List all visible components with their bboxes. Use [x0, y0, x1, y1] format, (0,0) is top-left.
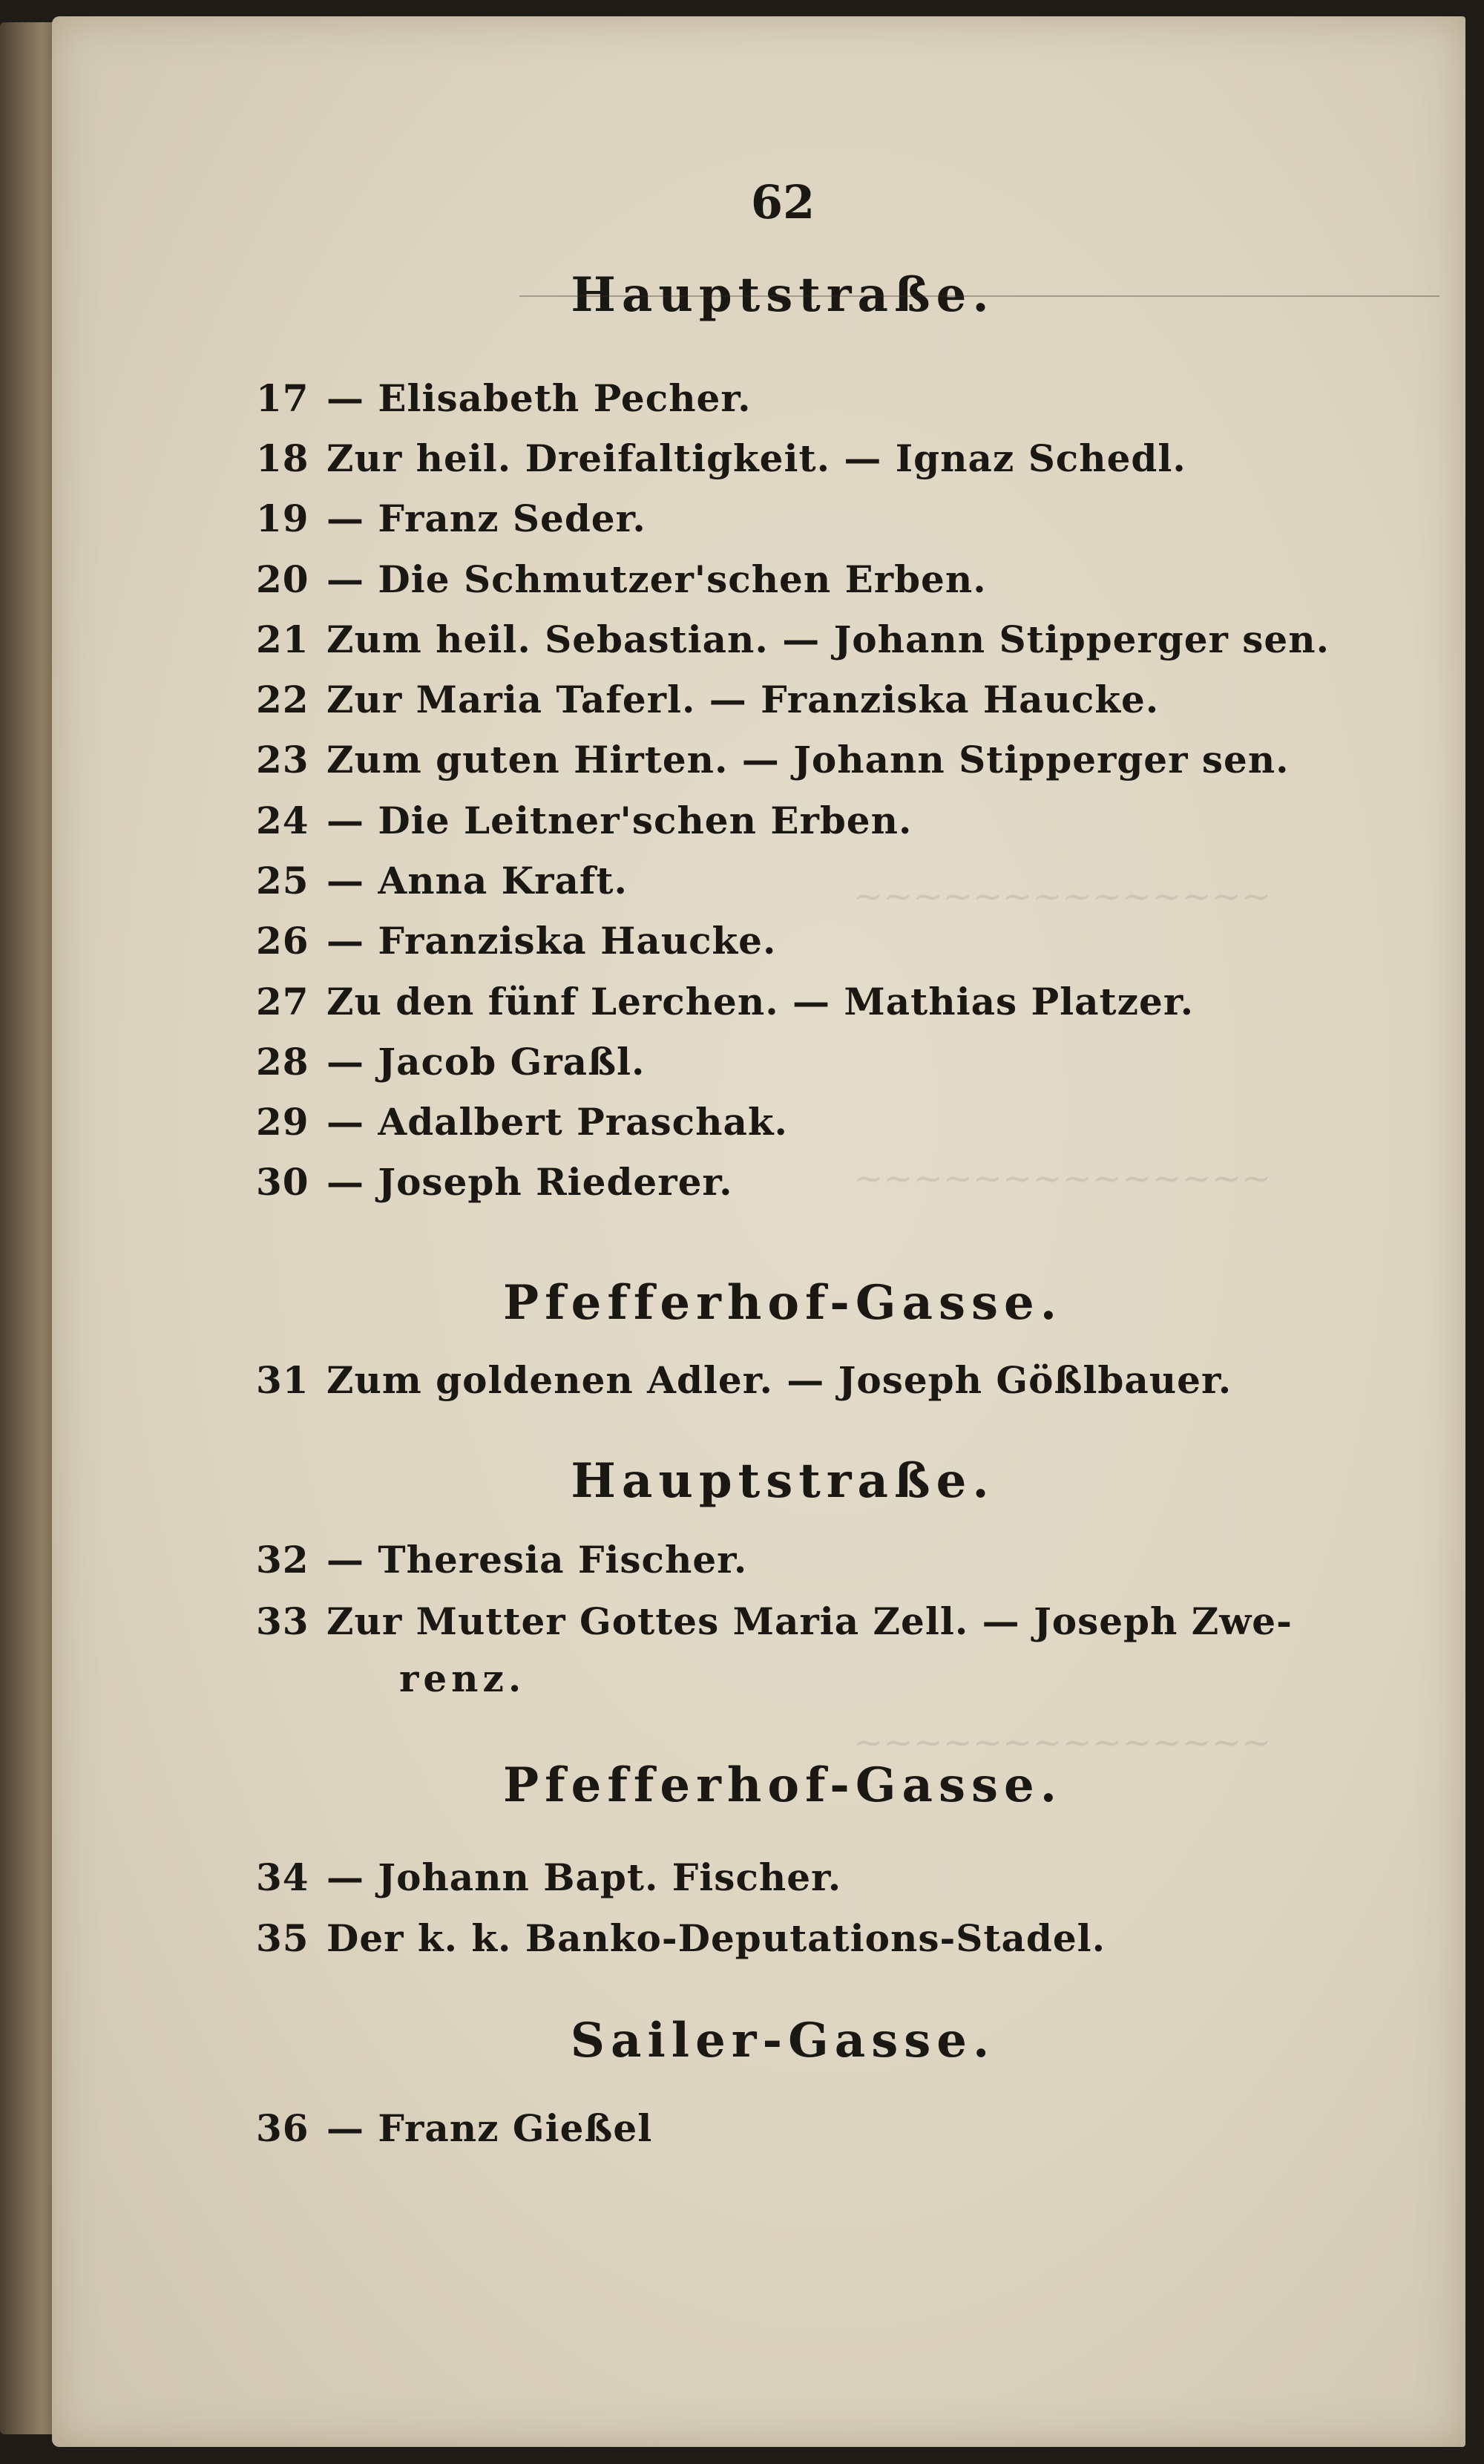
address-entry — [256, 617, 1443, 677]
section-heading-hauptstrasse-1: Hauptstraße. — [571, 267, 995, 323]
house-number: 32 — [256, 1538, 309, 1582]
house-number: 23 — [256, 738, 309, 782]
address-entry — [256, 919, 1443, 978]
entry-text: Zum heil. Sebastian. — Johann Stipperger sen. — [326, 617, 1330, 661]
entry-text: Zur Maria Taferl. — Franziska Haucke. — [326, 678, 1160, 721]
entry-text: — Joseph Riederer. — [326, 1160, 733, 1204]
house-number: 21 — [256, 617, 309, 661]
house-number: 27 — [256, 980, 309, 1023]
house-number: 30 — [256, 1160, 309, 1204]
house-number: 18 — [256, 436, 309, 480]
entry-text: — Jacob Graßl. — [326, 1040, 646, 1084]
address-entry — [256, 1040, 1443, 1099]
entry-continuation: renz. — [399, 1657, 526, 1700]
heading-rule — [519, 295, 1439, 297]
house-number: 22 — [256, 678, 309, 721]
entry-text: — Adalbert Praschak. — [326, 1100, 788, 1144]
bleed-through-mark: ~~~~~~~~~~~~~~ — [853, 1158, 1272, 1199]
address-entry — [256, 1538, 1443, 1597]
section-heading-pfefferhof-gasse-2: Pfefferhof-Gasse. — [502, 1757, 1063, 1813]
address-entry — [256, 1100, 1443, 1159]
address-entry — [256, 980, 1443, 1039]
house-number: 25 — [256, 859, 309, 902]
address-entry — [256, 376, 1443, 436]
entry-text: Zur heil. Dreifaltigkeit. — Ignaz Schedl. — [326, 436, 1186, 480]
address-entry — [256, 1358, 1443, 1418]
house-number: 26 — [256, 919, 309, 963]
address-entry — [256, 1916, 1443, 1976]
entry-text: — Theresia Fischer. — [326, 1538, 748, 1582]
address-entry — [256, 557, 1443, 617]
entry-text: Zum goldenen Adler. — Joseph Gößlbauer. — [326, 1358, 1232, 1402]
address-entry — [256, 859, 1443, 918]
house-number: 24 — [256, 799, 309, 842]
entry-text: — Franz Seder. — [326, 497, 646, 540]
entry-text: — Die Schmutzer'schen Erben. — [326, 557, 987, 601]
address-entry — [256, 799, 1443, 858]
entry-text: — Elisabeth Pecher. — [326, 376, 752, 420]
entry-text: — Anna Kraft. — [326, 859, 628, 902]
bleed-through-mark: ~~~~~~~~~~~~~~ — [853, 1722, 1272, 1763]
entry-text: — Johann Bapt. Fischer. — [326, 1855, 842, 1899]
address-entry — [256, 738, 1443, 797]
page-number: 62 — [750, 175, 815, 229]
house-number: 29 — [256, 1100, 309, 1144]
house-number: 17 — [256, 376, 309, 420]
house-number: 33 — [256, 1599, 309, 1643]
address-entry — [256, 1855, 1443, 1915]
house-number: 31 — [256, 1358, 309, 1402]
address-entry — [256, 1160, 1443, 1219]
entry-text: — Franz Gießel — [326, 2106, 653, 2150]
section-heading-sailer-gasse: Sailer-Gasse. — [570, 2013, 996, 2068]
bleed-through-mark: ~~~~~~~~~~~~~~ — [853, 876, 1272, 917]
house-number: 34 — [256, 1855, 309, 1899]
address-entry — [256, 1599, 1443, 1659]
address-entry — [256, 436, 1443, 496]
entry-text: Der k. k. Banko-Deputations-Stadel. — [326, 1916, 1106, 1960]
address-entry — [256, 2106, 1443, 2166]
entry-text: — Franziska Haucke. — [326, 919, 777, 963]
entry-text: — Die Leitner'schen Erben. — [326, 799, 913, 842]
entry-text: Zu den fünf Lerchen. — Mathias Platzer. — [326, 980, 1195, 1023]
house-number: 19 — [256, 497, 309, 540]
house-number: 28 — [256, 1040, 309, 1084]
house-number: 35 — [256, 1916, 309, 1960]
entry-text: Zur Mutter Gottes Maria Zell. — Joseph Zwe- — [326, 1599, 1293, 1643]
section-heading-pfefferhof-gasse-1: Pfefferhof-Gasse. — [502, 1275, 1063, 1331]
entry-text: Zum guten Hirten. — Johann Stipperger sen. — [326, 738, 1290, 782]
address-entry — [256, 497, 1443, 556]
section-heading-hauptstrasse-2: Hauptstraße. — [571, 1453, 995, 1509]
house-number: 20 — [256, 557, 309, 601]
address-entry — [256, 678, 1443, 737]
house-number: 36 — [256, 2106, 309, 2150]
